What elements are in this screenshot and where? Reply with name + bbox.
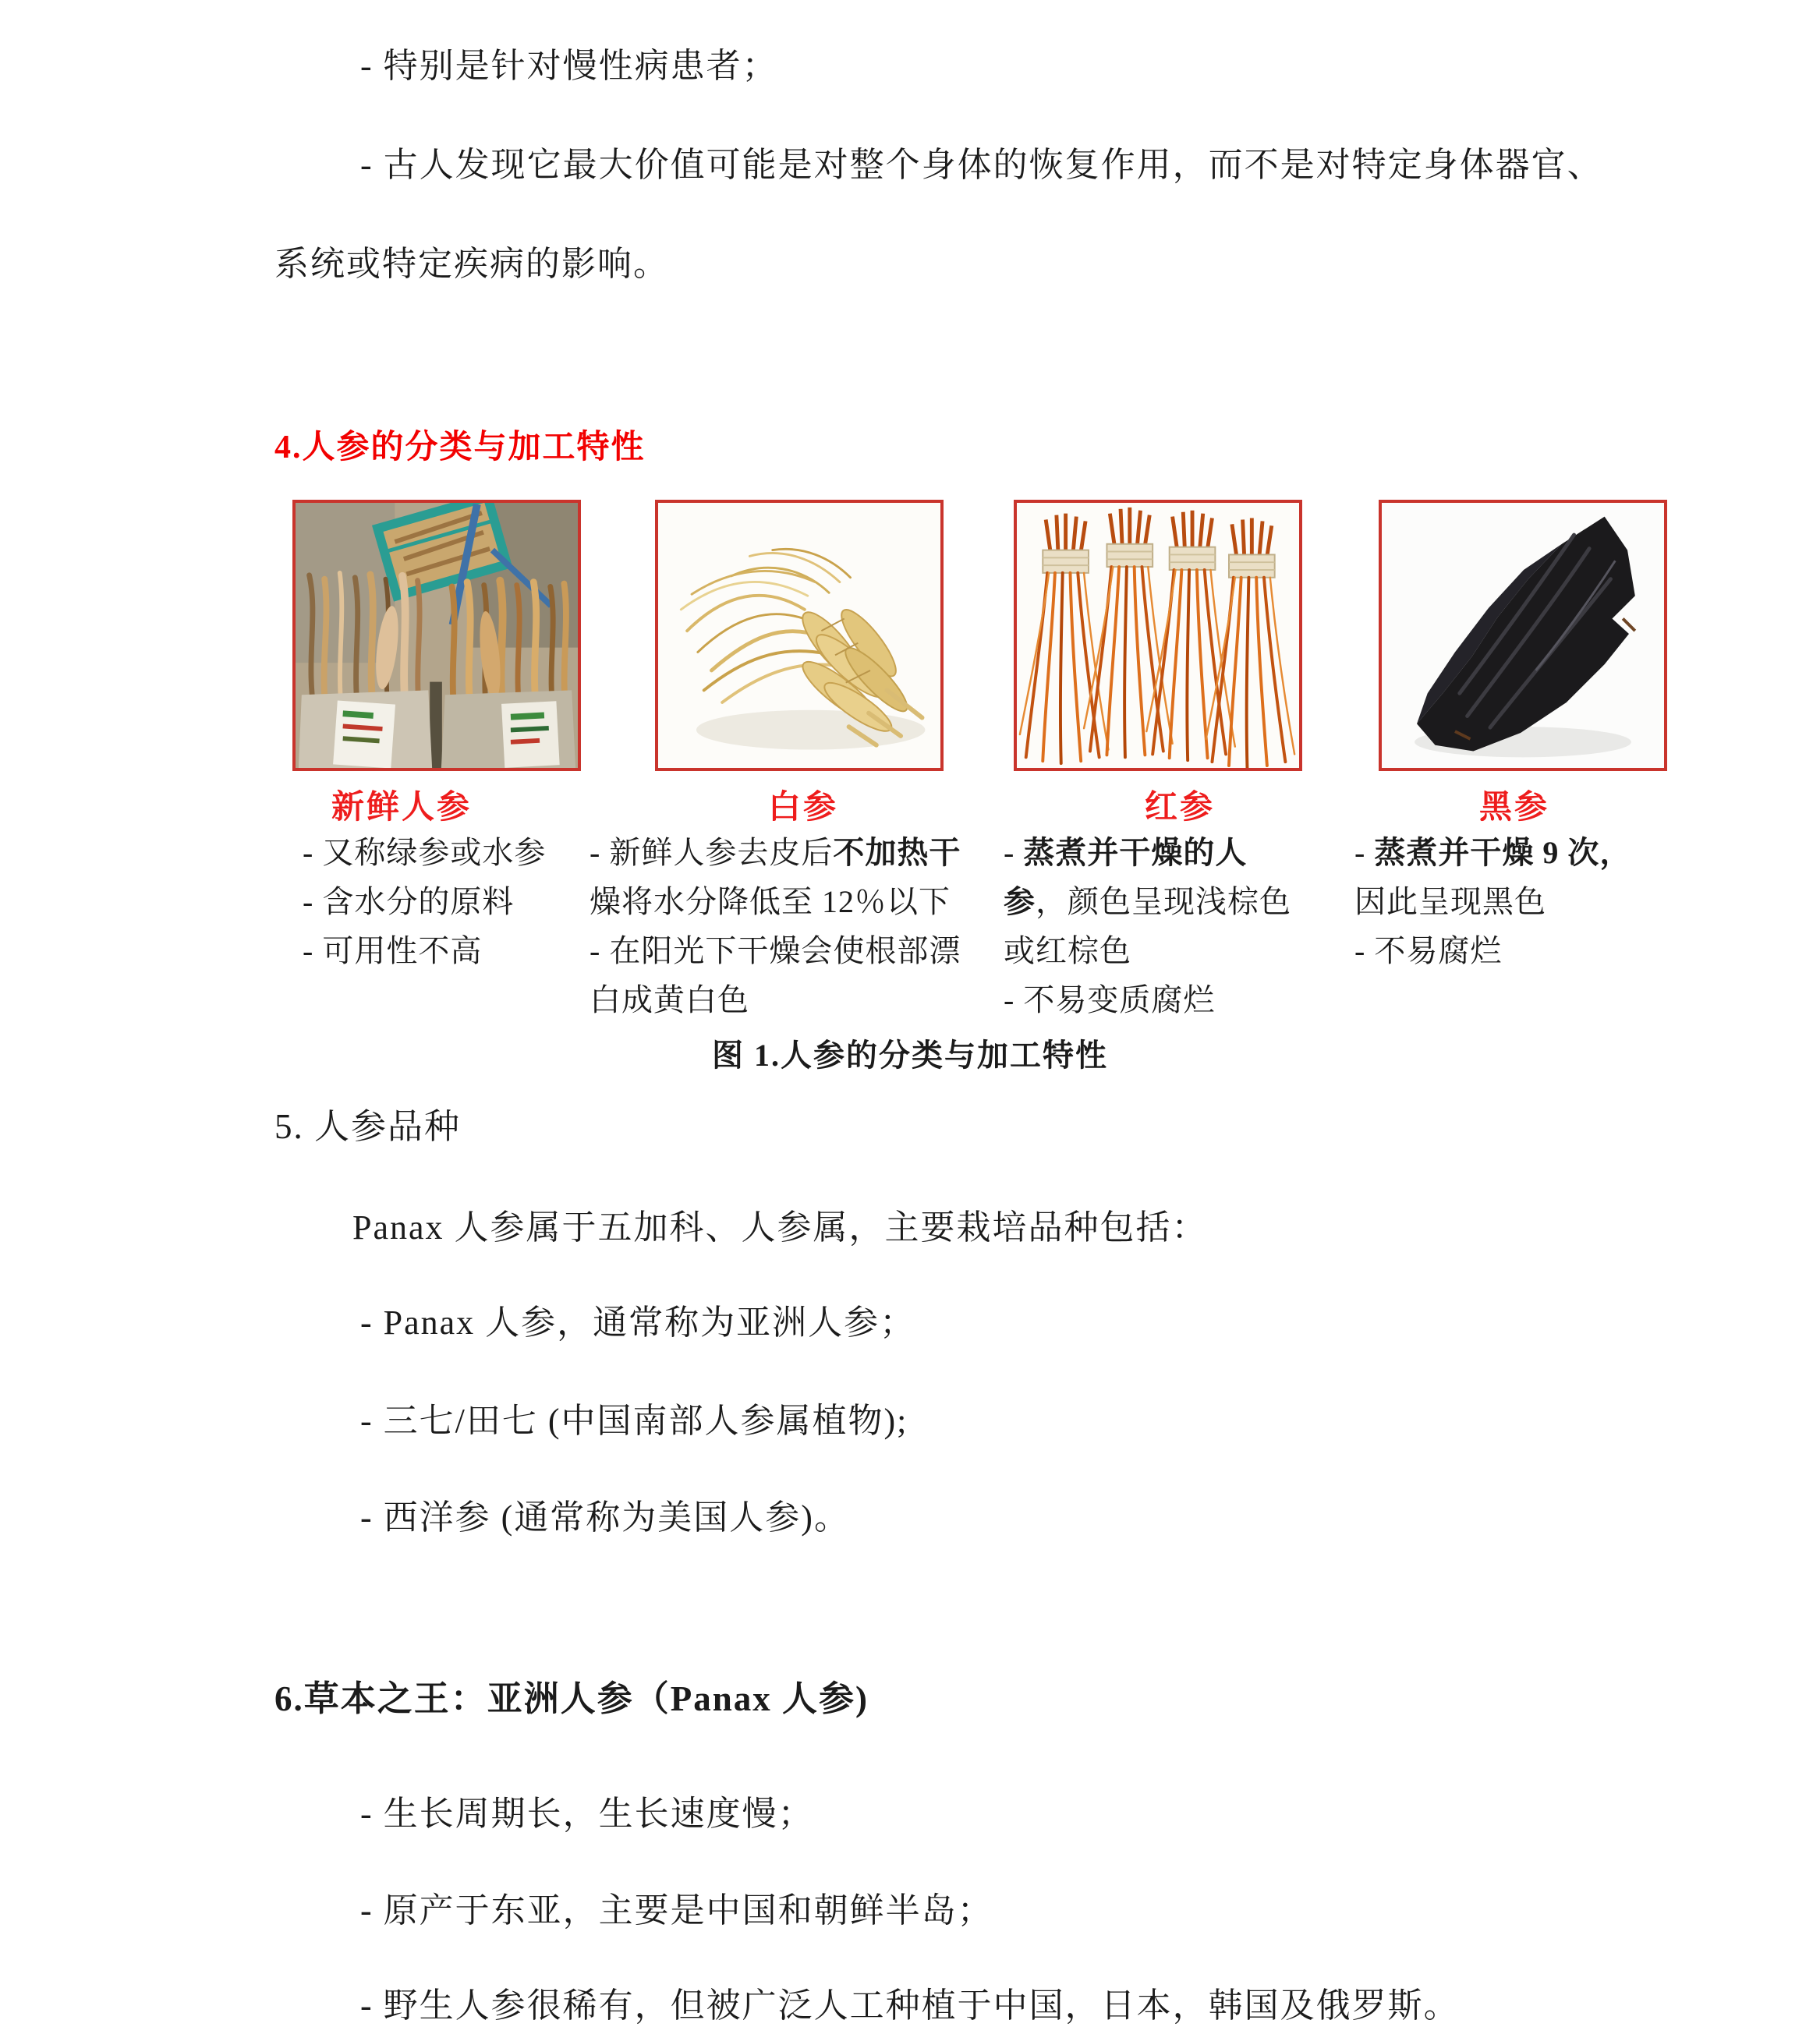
note-line: - 可用性不高 (303, 933, 483, 968)
fresh-ginseng-market-photo (292, 500, 581, 771)
fresh-ginseng-illustration (296, 503, 578, 768)
figure-notes-black (1354, 828, 1631, 975)
intro-line-1: - 特别是针对慢性病患者； (360, 47, 778, 85)
figure-caption: 图 1.人参的分类与加工特性 (712, 1038, 1108, 1073)
figure-notes-fresh (303, 828, 546, 975)
note-line: - 新鲜人参去皮后不加热干 (590, 835, 961, 870)
intro-line-2: - 古人发现它最大价值可能是对整个身体的恢复作用，而不是对特定身体器官、 (360, 146, 1603, 184)
section5-bullet-2: - 三七/田七 (中国南部人参属植物); (360, 1402, 908, 1440)
note-line: - 不易变质腐烂 (1004, 982, 1216, 1017)
red-ginseng-illustration (1017, 503, 1299, 768)
figure-item-title-white: 白参 (767, 790, 838, 826)
figure-notes-white (590, 828, 961, 1024)
note-line: - 蒸煮并干燥的人 (1004, 835, 1248, 870)
note-line: - 又称绿参或水参 (303, 835, 547, 870)
note-line: 参，颜色呈现浅棕色 (1004, 884, 1291, 919)
section4-heading: 4.人参的分类与加工特性 (274, 430, 646, 465)
note-line: 或红棕色 (1004, 933, 1131, 968)
note-line: - 不易腐烂 (1354, 933, 1503, 968)
section6-bullet-1: - 生长周期长，生长速度慢； (360, 1795, 814, 1833)
black-ginseng-illustration (1382, 503, 1664, 768)
figure-item-title-black: 黑参 (1478, 790, 1549, 826)
section5-bullet-1: - Panax 人参，通常称为亚洲人参； (360, 1304, 916, 1342)
figure-notes-red (1004, 828, 1291, 1024)
note-line: - 在阳光下干燥会使根部漂 (590, 933, 961, 968)
note-line: 因此呈现黑色 (1354, 884, 1546, 919)
note-line: - 含水分的原料 (303, 884, 515, 919)
section6-bullet-3: - 野生人参很稀有，但被广泛人工种植于中国，日本，韩国及俄罗斯。 (360, 1986, 1460, 2025)
section5-heading: 5. 人参品种 (274, 1107, 462, 1146)
red-ginseng-photo (1014, 500, 1302, 771)
section5-intro: Panax 人参属于五加科、人参属，主要栽培品种包括： (352, 1208, 1208, 1247)
note-line: 燥将水分降低至 12％以下 (590, 884, 951, 919)
note-line: 白成黄白色 (590, 982, 749, 1017)
figure-item-title-fresh: 新鲜人参 (331, 790, 472, 826)
note-line: - 蒸煮并干燥 9 次， (1354, 835, 1632, 870)
section5-bullet-3: - 西洋参 (通常称为美国人参)。 (360, 1498, 850, 1537)
intro-line-3: 系统或特定疾病的影响。 (274, 245, 669, 283)
white-ginseng-illustration (658, 503, 940, 768)
section6-bullet-2: - 原产于东亚，主要是中国和朝鲜半岛； (360, 1891, 993, 1930)
section6-heading: 6.草本之王：亚洲人参（Panax 人参) (274, 1679, 869, 1718)
black-ginseng-photo (1379, 500, 1667, 771)
figure-item-title-red: 红参 (1144, 790, 1215, 826)
white-ginseng-photo (655, 500, 944, 771)
